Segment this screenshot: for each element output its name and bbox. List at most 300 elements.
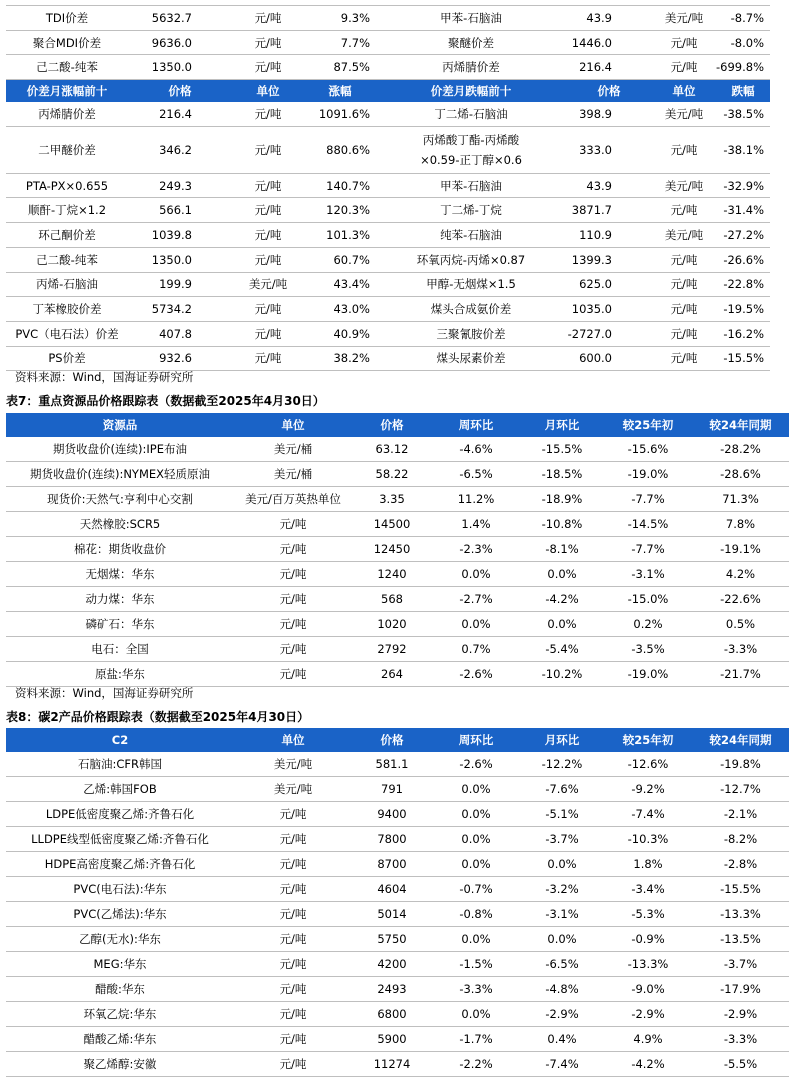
table-cell: 0.7% [432, 637, 520, 662]
table-cell: 14500 [352, 512, 432, 537]
table-cell: 聚合MDI价差 [6, 30, 128, 55]
table-cell: 原盐:华东 [6, 662, 234, 687]
table-cell: 0.0% [432, 802, 520, 827]
table-row [6, 297, 770, 322]
table-cell: 元/吨 [232, 297, 304, 322]
table-cell: 涨幅 [304, 80, 376, 103]
table-cell: 1350.0 [128, 247, 232, 272]
table-cell: 0.0% [520, 852, 604, 877]
table-cell: 元/吨 [652, 272, 716, 297]
table-cell: -15.5% [692, 877, 789, 902]
table-header [6, 413, 789, 437]
table-cell: -19.1% [692, 537, 789, 562]
table-cell: 元/吨 [234, 512, 352, 537]
table-cell: -19.0% [604, 462, 692, 487]
table-row [6, 30, 770, 55]
table-cell: 398.9 [566, 102, 652, 126]
table-cell: -18.9% [520, 487, 604, 512]
table-cell: 磷矿石：华东 [6, 612, 234, 637]
table-cell: 7.8% [692, 512, 789, 537]
c2-price-table [6, 728, 789, 1077]
table-row [6, 562, 789, 587]
table-row [6, 662, 789, 687]
table-cell: 0.0% [432, 1002, 520, 1027]
table-cell: LDPE低密度聚乙烯:齐鲁石化 [6, 802, 234, 827]
cell-line: ×0.59-正丁醇×0.6 [420, 152, 522, 167]
table-cell: 元/吨 [652, 30, 716, 55]
table-row [6, 902, 789, 927]
table-cell: 9400 [352, 802, 432, 827]
table-cell: -8.1% [520, 537, 604, 562]
table-cell: 元/吨 [232, 30, 304, 55]
table-cell: 元/吨 [234, 977, 352, 1002]
table-cell: -6.5% [432, 462, 520, 487]
table-cell: 346.2 [128, 126, 232, 173]
table-cell: 动力煤：华东 [6, 587, 234, 612]
table-row [6, 587, 789, 612]
table-cell: -32.9% [716, 173, 770, 198]
table-cell: 1020 [352, 612, 432, 637]
table-cell: 0.0% [432, 612, 520, 637]
table-cell: 元/吨 [232, 6, 304, 31]
table-cell: 元/吨 [652, 247, 716, 272]
table-cell: 8700 [352, 852, 432, 877]
table-cell: 甲苯-石脑油 [376, 173, 566, 198]
table-cell: 月环比 [520, 728, 604, 752]
resource-price-table [6, 413, 789, 687]
table-cell: -3.1% [604, 562, 692, 587]
table8-caption: 表8：碳2产品价格跟踪表（数据截至2025年4月30日） [6, 710, 310, 724]
table-cell: -22.6% [692, 587, 789, 612]
table-cell: 元/吨 [234, 637, 352, 662]
table-row [6, 512, 789, 537]
table-cell: -1.7% [432, 1027, 520, 1052]
table-cell: 元/吨 [232, 173, 304, 198]
table-cell: 43.9 [566, 173, 652, 198]
table-cell: 元/吨 [652, 126, 716, 173]
table-row [6, 437, 789, 462]
table-cell: -1.5% [432, 952, 520, 977]
table-cell: 聚乙烯醇:安徽 [6, 1052, 234, 1077]
table-cell: 5750 [352, 927, 432, 952]
table-cell: 元/吨 [234, 1002, 352, 1027]
table-cell: -15.6% [604, 437, 692, 462]
table-cell: -10.8% [520, 512, 604, 537]
table-cell: PVC(电石法):华东 [6, 877, 234, 902]
table-row [6, 102, 770, 126]
table-cell: -2.6% [432, 752, 520, 777]
table-cell: 1091.6% [304, 102, 376, 126]
table-cell: 216.4 [566, 55, 652, 80]
table-cell: 7.7% [304, 30, 376, 55]
table-cell: 0.2% [604, 612, 692, 637]
table-cell: 元/吨 [652, 55, 716, 80]
table-cell: 40.9% [304, 321, 376, 346]
table-cell: MEG:华东 [6, 952, 234, 977]
table-cell: 煤头合成氨价差 [376, 297, 566, 322]
table-cell: 元/吨 [234, 1052, 352, 1077]
table-row [6, 346, 770, 371]
table-cell: -21.7% [692, 662, 789, 687]
table-cell: 9.3% [304, 6, 376, 31]
table-cell: 199.9 [128, 272, 232, 297]
table-cell: 625.0 [566, 272, 652, 297]
table-cell: LLDPE线型低密度聚乙烯:齐鲁石化 [6, 827, 234, 852]
table-cell: 价格 [128, 80, 232, 103]
table-cell: 单位 [652, 80, 716, 103]
table-cell: -27.2% [716, 223, 770, 248]
table-cell: 较24年同期 [692, 413, 789, 437]
table-cell: -7.7% [604, 487, 692, 512]
table-cell: -18.5% [520, 462, 604, 487]
table-cell: 0.0% [520, 562, 604, 587]
table-cell: 美元/吨 [234, 752, 352, 777]
table-cell: 单位 [232, 80, 304, 103]
table-cell: 11.2% [432, 487, 520, 512]
table-cell: -699.8% [716, 55, 770, 80]
table-cell: -2.1% [692, 802, 789, 827]
table-row [6, 612, 789, 637]
table-row [6, 952, 789, 977]
table-cell: 美元/吨 [652, 6, 716, 31]
table-cell: 单位 [234, 728, 352, 752]
table-row [6, 1027, 789, 1052]
table-cell: -7.6% [520, 777, 604, 802]
table-cell: -13.3% [692, 902, 789, 927]
table-cell: 600.0 [566, 346, 652, 371]
table-cell: -31.4% [716, 198, 770, 223]
table-cell: -7.4% [520, 1052, 604, 1077]
table-row [6, 321, 770, 346]
table-cell: 3871.7 [566, 198, 652, 223]
table-cell: 甲苯-石脑油 [376, 6, 566, 31]
table-cell: 元/吨 [232, 321, 304, 346]
table-cell: 5734.2 [128, 297, 232, 322]
table-cell: 43.4% [304, 272, 376, 297]
table-row [6, 223, 770, 248]
table-cell: -38.1% [716, 126, 770, 173]
table-cell: 101.3% [304, 223, 376, 248]
table-cell: 丁二烯-丁烷 [376, 198, 566, 223]
table-cell: 791 [352, 777, 432, 802]
table-cell: -28.2% [692, 437, 789, 462]
table-cell: 价格 [352, 413, 432, 437]
table-cell: 美元/吨 [232, 272, 304, 297]
table-cell: -4.2% [520, 587, 604, 612]
table-cell: -19.0% [604, 662, 692, 687]
table-cell: 元/吨 [234, 902, 352, 927]
table-cell: -15.5% [520, 437, 604, 462]
table-cell: -2727.0 [566, 321, 652, 346]
table-cell: 5900 [352, 1027, 432, 1052]
table-cell: 0.0% [520, 612, 604, 637]
table-cell: 元/吨 [234, 562, 352, 587]
table-row [6, 1052, 789, 1077]
table-cell: -3.3% [432, 977, 520, 1002]
table-cell: 元/吨 [232, 223, 304, 248]
table-cell: 元/吨 [234, 537, 352, 562]
table-cell: 407.8 [128, 321, 232, 346]
table-row [6, 173, 770, 198]
table-cell: -3.3% [692, 637, 789, 662]
table-cell: 聚醚价差 [376, 30, 566, 55]
table-cell: 7800 [352, 827, 432, 852]
table-cell: 元/吨 [234, 662, 352, 687]
table-cell: 纯苯-石脑油 [376, 223, 566, 248]
table-cell: -2.9% [520, 1002, 604, 1027]
table-cell: -14.5% [604, 512, 692, 537]
table-cell: 单位 [234, 413, 352, 437]
table-cell: 元/吨 [234, 587, 352, 612]
table-cell: 元/吨 [234, 827, 352, 852]
table-cell: -4.2% [604, 1052, 692, 1077]
table-cell: 元/吨 [652, 198, 716, 223]
table-row [6, 6, 770, 31]
table-cell: 美元/桶 [234, 437, 352, 462]
table-cell: 醋酸乙烯:华东 [6, 1027, 234, 1052]
table-cell: PS价差 [6, 346, 128, 371]
cell-line: 丙烯酸丁酯-丙烯酸 [422, 132, 520, 147]
table-cell: 0.0% [432, 777, 520, 802]
table-cell: -15.0% [604, 587, 692, 612]
table-cell: 煤头尿素价差 [376, 346, 566, 371]
table-cell: 价格 [352, 728, 432, 752]
table-cell: -12.7% [692, 777, 789, 802]
table-cell: 元/吨 [232, 198, 304, 223]
table-cell: 120.3% [304, 198, 376, 223]
table-cell: -0.8% [432, 902, 520, 927]
table-cell: -2.7% [432, 587, 520, 612]
table-cell: -3.5% [604, 637, 692, 662]
table-cell: 己二酸-纯苯 [6, 247, 128, 272]
table-cell: 63.12 [352, 437, 432, 462]
table-cell: -10.3% [604, 827, 692, 852]
table-cell: -38.5% [716, 102, 770, 126]
table-cell: -15.5% [716, 346, 770, 371]
table-cell: -22.8% [716, 272, 770, 297]
table-cell: 3.35 [352, 487, 432, 512]
table-cell: 333.0 [566, 126, 652, 173]
table-cell: 元/吨 [652, 297, 716, 322]
table-cell: 元/吨 [232, 346, 304, 371]
table-cell: 元/吨 [652, 346, 716, 371]
table-cell: -7.7% [604, 537, 692, 562]
table-cell: 期货收盘价(连续):IPE布油 [6, 437, 234, 462]
table-cell: 4604 [352, 877, 432, 902]
table-cell: C2 [6, 728, 234, 752]
table-cell: -3.2% [520, 877, 604, 902]
table-cell: -6.5% [520, 952, 604, 977]
table-row [6, 852, 789, 877]
table-row [6, 247, 770, 272]
table-cell: -26.6% [716, 247, 770, 272]
table-cell: 顺酐-丁烷×1.2 [6, 198, 128, 223]
table-cell: 周环比 [432, 413, 520, 437]
table-row [6, 637, 789, 662]
table-cell: 1039.8 [128, 223, 232, 248]
table-cell: 38.2% [304, 346, 376, 371]
table-cell: -28.6% [692, 462, 789, 487]
table-cell: 乙烯:韩国FOB [6, 777, 234, 802]
table-cell: 丁苯橡胶价差 [6, 297, 128, 322]
table-cell: 元/吨 [232, 102, 304, 126]
table-cell: -5.3% [604, 902, 692, 927]
table-cell: 880.6% [304, 126, 376, 173]
table-cell: PTA-PX×0.655 [6, 173, 128, 198]
table-cell: -13.3% [604, 952, 692, 977]
table-cell: 无烟煤：华东 [6, 562, 234, 587]
table-cell: 醋酸:华东 [6, 977, 234, 1002]
table-cell: -4.6% [432, 437, 520, 462]
table-cell: -2.3% [432, 537, 520, 562]
table-cell: 216.4 [128, 102, 232, 126]
table-cell: 1035.0 [566, 297, 652, 322]
table-row [6, 487, 789, 512]
table-cell: 价差月跌幅前十 [376, 80, 566, 103]
table-cell: 价格 [566, 80, 652, 103]
table-cell: 较25年初 [604, 728, 692, 752]
table-cell [376, 126, 566, 173]
table-cell: 2493 [352, 977, 432, 1002]
table-cell: 0.5% [692, 612, 789, 637]
table-row [6, 877, 789, 902]
table-cell: 87.5% [304, 55, 376, 80]
table-cell: 4200 [352, 952, 432, 977]
table-cell: -5.1% [520, 802, 604, 827]
table-cell: 元/吨 [232, 247, 304, 272]
table-row [6, 927, 789, 952]
table-cell: -19.8% [692, 752, 789, 777]
table-cell: 元/吨 [232, 126, 304, 173]
table-cell: 4.9% [604, 1027, 692, 1052]
table7-caption: 表7：重点资源品价格跟踪表（数据截至2025年4月30日） [6, 394, 325, 408]
table-cell: -5.4% [520, 637, 604, 662]
table-cell: 环氧丙烷-丙烯×0.87 [376, 247, 566, 272]
table-cell: -2.9% [692, 1002, 789, 1027]
table-header [6, 80, 770, 103]
table-cell: 丙烯腈价差 [6, 102, 128, 126]
table-cell: -19.5% [716, 297, 770, 322]
table-cell: 264 [352, 662, 432, 687]
table-cell: 元/吨 [234, 1027, 352, 1052]
table-cell: 0.0% [432, 927, 520, 952]
table-row [6, 198, 770, 223]
table-cell: -2.9% [604, 1002, 692, 1027]
table-cell: -3.4% [604, 877, 692, 902]
table-row [6, 977, 789, 1002]
table-cell: HDPE高密度聚乙烯:齐鲁石化 [6, 852, 234, 877]
table-cell: 11274 [352, 1052, 432, 1077]
table-cell: 美元/百万英热单位 [234, 487, 352, 512]
table-cell: 丙烯腈价差 [376, 55, 566, 80]
table-cell: 环氧乙烷:华东 [6, 1002, 234, 1027]
table-cell: 美元/吨 [652, 173, 716, 198]
table-cell: -3.1% [520, 902, 604, 927]
table-row [6, 827, 789, 852]
table-cell: 568 [352, 587, 432, 612]
table-row [6, 272, 770, 297]
table-cell: 1240 [352, 562, 432, 587]
table-cell: 元/吨 [234, 927, 352, 952]
table-cell: -3.3% [692, 1027, 789, 1052]
table-cell: 0.0% [432, 827, 520, 852]
table-cell: 110.9 [566, 223, 652, 248]
table-row [6, 752, 789, 777]
table-cell: 43.0% [304, 297, 376, 322]
table-cell: 5014 [352, 902, 432, 927]
table-cell: 元/吨 [234, 852, 352, 877]
table-cell: -12.2% [520, 752, 604, 777]
table-cell: 1399.3 [566, 247, 652, 272]
table-cell: 石脑油:CFR韩国 [6, 752, 234, 777]
table-cell: PVC(乙烯法):华东 [6, 902, 234, 927]
table-cell: -0.7% [432, 877, 520, 902]
table-cell: 1.8% [604, 852, 692, 877]
table-cell: -0.9% [604, 927, 692, 952]
table-cell: -2.2% [432, 1052, 520, 1077]
table-cell: 43.9 [566, 6, 652, 31]
table-cell: -10.2% [520, 662, 604, 687]
table-cell: 美元/桶 [234, 462, 352, 487]
table-cell: 12450 [352, 537, 432, 562]
table-cell: 甲醇-无烟煤×1.5 [376, 272, 566, 297]
table-cell: 0.4% [520, 1027, 604, 1052]
table-cell: 9636.0 [128, 30, 232, 55]
table-cell: 0.0% [432, 562, 520, 587]
table-cell: 较24年同期 [692, 728, 789, 752]
table-cell: 资源品 [6, 413, 234, 437]
table-header [6, 728, 789, 752]
table-cell: 932.6 [128, 346, 232, 371]
table-cell: 美元/吨 [234, 777, 352, 802]
table-cell: 58.22 [352, 462, 432, 487]
table-cell: 乙醇(无水):华东 [6, 927, 234, 952]
spread-table [6, 5, 770, 371]
table-cell: 566.1 [128, 198, 232, 223]
table-cell: 4.2% [692, 562, 789, 587]
table-cell: -2.6% [432, 662, 520, 687]
source-note: 资料来源：Wind，国海证券研究所 [15, 370, 194, 384]
table-cell: 周环比 [432, 728, 520, 752]
table-cell: -8.7% [716, 6, 770, 31]
table-cell: 元/吨 [234, 952, 352, 977]
table-cell: -3.7% [692, 952, 789, 977]
table-cell: 6800 [352, 1002, 432, 1027]
table-cell: 140.7% [304, 173, 376, 198]
table-row [6, 1002, 789, 1027]
table-row [6, 55, 770, 80]
table-cell: -13.5% [692, 927, 789, 952]
table-cell: 美元/吨 [652, 223, 716, 248]
table-cell: PVC（电石法）价差 [6, 321, 128, 346]
table-cell: 60.7% [304, 247, 376, 272]
table-cell: 月环比 [520, 413, 604, 437]
table-cell: 期货收盘价(连续):NYMEX轻质原油 [6, 462, 234, 487]
table-cell: 71.3% [692, 487, 789, 512]
table-cell: 现货价:天然气:亨利中心交割 [6, 487, 234, 512]
table-row [6, 462, 789, 487]
table-cell: -9.0% [604, 977, 692, 1002]
table-cell: -2.8% [692, 852, 789, 877]
table-cell: 二甲醚价差 [6, 126, 128, 173]
table-cell: 0.0% [520, 927, 604, 952]
table-row [6, 537, 789, 562]
table-cell: 价差月涨幅前十 [6, 80, 128, 103]
table-cell: -3.7% [520, 827, 604, 852]
table-cell: 棉花：期货收盘价 [6, 537, 234, 562]
table-cell: -4.8% [520, 977, 604, 1002]
table-cell: -12.6% [604, 752, 692, 777]
